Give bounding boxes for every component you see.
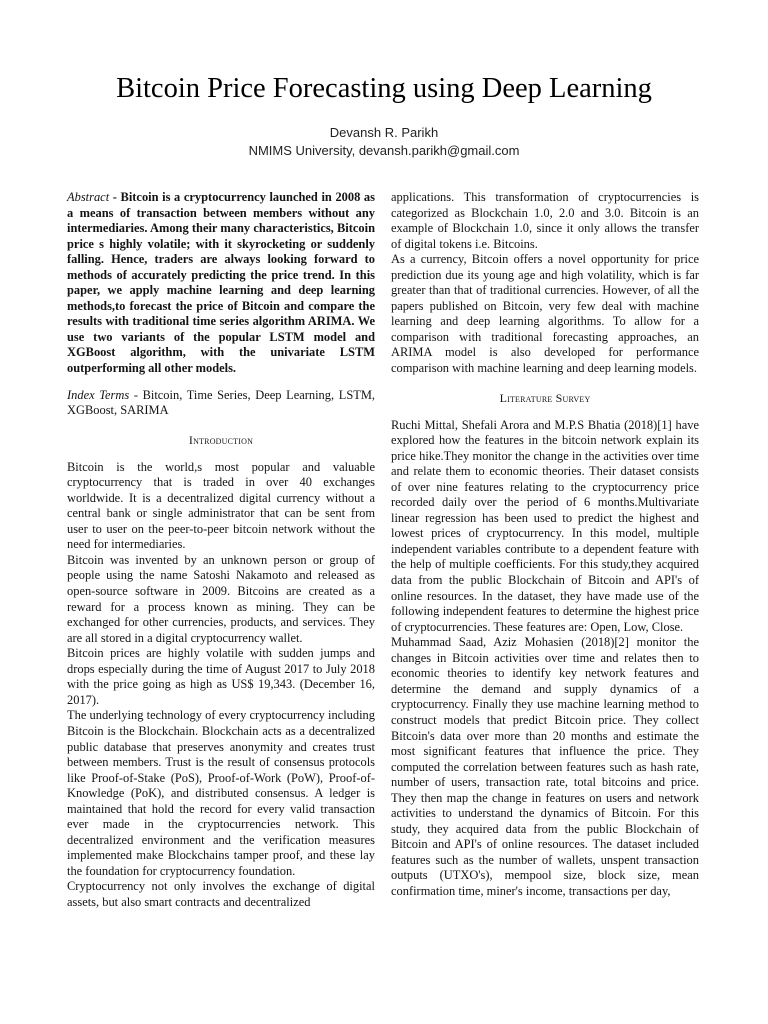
paper-title: Bitcoin Price Forecasting using Deep Learning (116, 73, 652, 104)
abstract-text: Bitcoin is a cryptocurrency launched in 2008 as a means of transaction between members without any intermediaries. Among their many characteristics, Bitcoin price s highly volatile; with it skyrocketing or suddenly falling. Hence, traders are always looking forward to methods of accurately predicting the price trend. In this paper, we apply machine learning and deep learning methods,to forecast the price of Bitcoin and compare the results with traditional time series algorithm ARIMA. We use two variants of the popular LSTM model and XGBoost algorithm, with the univariate LSTM outperforming all other models. (67, 190, 375, 376)
abstract-separator: - (109, 190, 121, 204)
intro-paragraph: applications. This transformation of cryptocurrencies is categorized as Blockchain 1.0, 2.0 and 3.0. Bitcoin is an example of Blockchain 1.0, since it only allows the transfer of digital tokens i.e. Bitcoins. (391, 190, 699, 251)
literature-paragraph: Ruchi Mittal, Shefali Arora and M.P.S Bhatia (2018)[1] have explored how the features in the bitcoin network explain its price hike.They monitor the change in the activities over time and relate them to economic theories. Their dataset consists of over nine features relating to the cryptocurrency price recorded daily over the period of 6 months.Multivariate linear regression has been used to predict the highest and lowest prices of cryptocurrency. In this model, multiple independent variables contribute to a dependent feature with the help of multiple coefficients. For this study,they acquired data from the public Blockchain of Bitcoin and API's of online resources. In the dataset, they have made use of the following independent features to determine the highest price of cryptocurrencies. These features are: Open, Low, Close. (391, 417, 699, 634)
intro-paragraph: Bitcoin is the world,s most popular and valuable cryptocurrency that is traded in over 40 exchanges worldwide. It is a decentralized digital currency without a central bank or single administrator that can be sent from user to user on the peer-to-peer bitcoin network without the need for intermediaries. (67, 459, 375, 552)
author-affiliation: NMIMS University, devansh.parikh@gmail.com (248, 143, 520, 158)
index-terms-separator: - (129, 387, 143, 402)
intro-paragraph: Bitcoin was invented by an unknown person or group of people using the name Satoshi Nakamoto and released as open-source software in 2009. Bitcoins are created as a reward for a process known as mining. They can be exchanged for other currencies, products, and services. They are all stored in a digital cryptocurrency wallet. (67, 552, 375, 645)
abstract (67, 190, 375, 377)
index-terms (67, 388, 375, 419)
literature-survey-heading: Literature Survey (499, 390, 591, 405)
intro-paragraph: As a currency, Bitcoin offers a novel opportunity for price prediction due its young age and high volatility, which is far greater than that of traditional currencies. However, of all the papers published on Bitcoin, very few deal with machine learning and deep learning algorithms. To allow for a comparison with traditional forecasting approaches, an ARIMA model is also developed for performance comparison with machine learning and deep learning models. (391, 252, 699, 376)
intro-paragraph: Bitcoin prices are highly volatile with sudden jumps and drops especially during the time of August 2017 to July 2018 with the price going as high as US$ 19,343. (December 16, 2017). (67, 646, 375, 707)
literature-paragraph: Muhammad Saad, Aziz Mohasien (2018)[2] monitor the changes in Bitcoin activities over time and relates then to economic theories to identify key network features and determine the demand and supply dynamics of a cryptocurrency. Finally they use machine learning method to construct models that predict Bitcoin price. They collect Bitcoin's data over more than 20 months and estimate the most significant features that influence the price. They computed the correlation between features such as hash rate, number of users, transaction rate, total bitcoins and price. They then map the change in features on users and network activities to understand the dynamics of Bitcoin. For this study, they acquired data from the public Blockchain of Bitcoin and API's of online resources. The dataset included features such as the number of wallets, unspent transaction outputs (UTXO's), mempool size, block size, mean confirmation time, miner's income, transactions per day, (391, 635, 699, 898)
author-name: Devansh R. Parikh (329, 125, 439, 140)
index-terms-text: Bitcoin, Time Series, Deep Learning, LSTM, XGBoost, SARIMA (67, 387, 375, 418)
right-column (391, 190, 699, 900)
introduction-heading: Introduction (188, 432, 254, 447)
intro-paragraph: The underlying technology of every cryptocurrency including Bitcoin is the Blockchain. Blockchain acts as a decentralized public database that preserves anonymity and creates trust between members. Trust is the result of consensus protocols like Proof-of-Stake (PoS), Proof-of-Work (PoW), Proof-of-Knowledge (PoK), and distributed consensus. A ledger is maintained that hold the record for every valid transaction ever made in the cryptocurrencies network. This decentralized environment and the verification measures implemented make Blockchains tamper proof, and these lay the foundation for cryptocurrency foundation. (67, 708, 375, 878)
intro-paragraph: Cryptocurrency not only involves the exchange of digital assets, but also smart contracts and decentralized (67, 879, 375, 909)
index-terms-label: Index Terms (67, 387, 130, 402)
abstract-label: Abstract (67, 190, 110, 204)
left-column (67, 190, 375, 911)
